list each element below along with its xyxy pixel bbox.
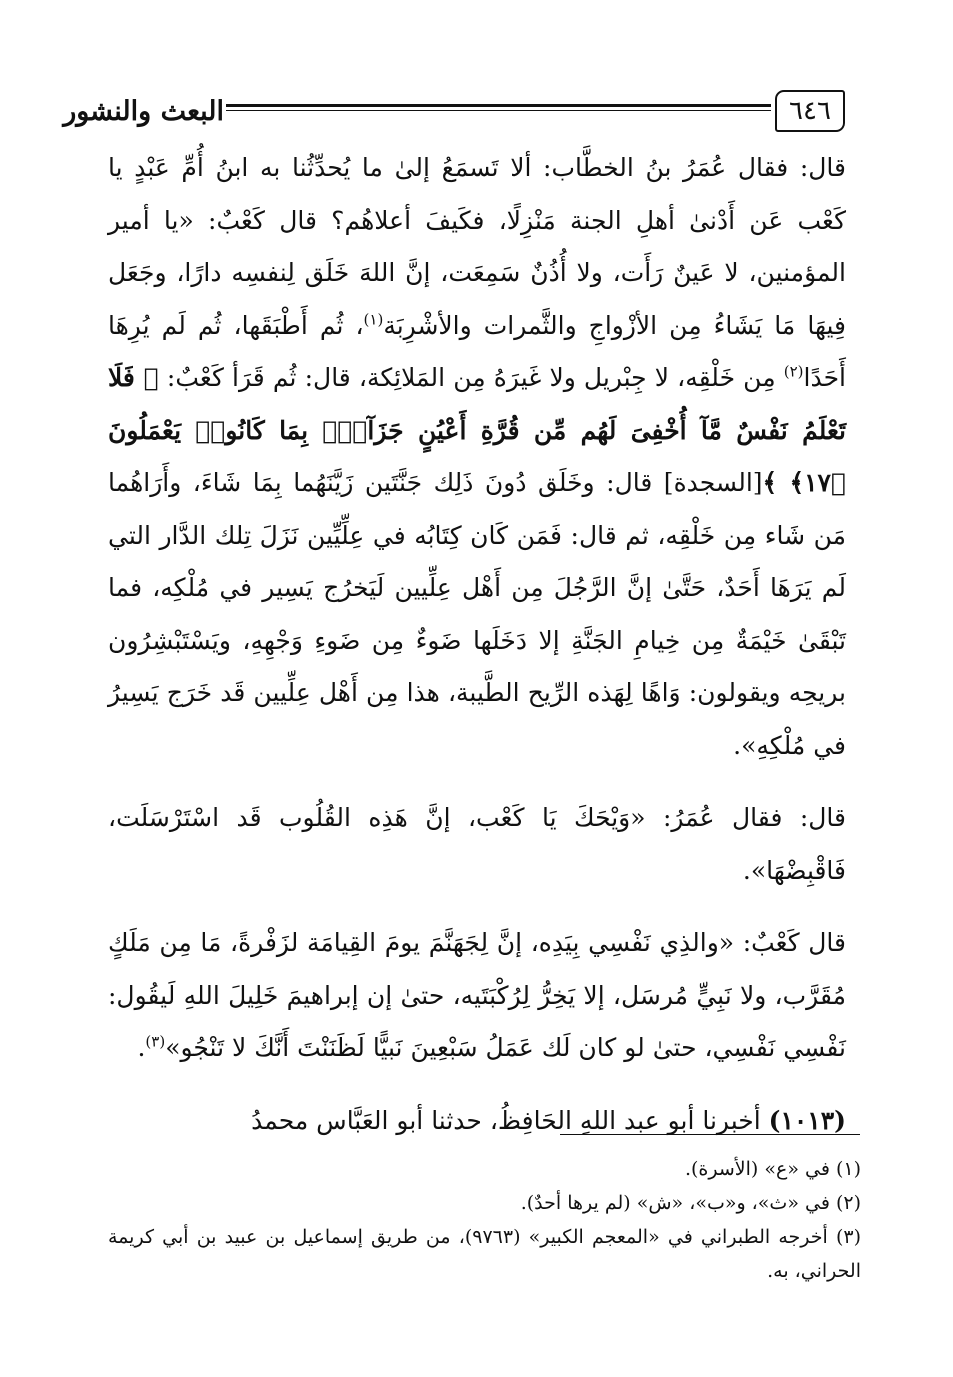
text-segment: [السجدة] قال: وخَلَق دُونَ ذَلِك جَنَّتَين زَيَّنَهُما بِمَا شَاءَ، وأَرَاهُما مَن شَاء مِن خَلْقِه، ثم قال: فَمَن كَان كِتَابُه في عِلِّيِّين نَزَلَ تِلك الدَّار التي لَم يَرَهَا أَحَدٌ، حَتَّىٰ إنَّ الرَّجُلَ مِن أَهْل عِلِّيين لَيَخرُج يَسِير في مُلْكِه، فما تَبْقَىٰ خَيْمَةٌ مِن خِيامِ الجَنَّةِ إلا دَخَلَها ضَوءٌ مِن ضَوءِ وَجْهِهِ، ويَسْتَبْشِرُون بريحِه ويقولون: وَاهًا لِهَذه الرِّيح الطَّيبة، هذا مِن أَهْل عِلِّيين قَد خَرَج يَسِيرُ في مُلْكِهِ». <box>108 468 846 760</box>
footnote-marker-2: (٢) <box>783 362 804 381</box>
paragraph-2: قال: فقال عُمَرُ: «وَيْحَكَ يَا كَعْب، إنَّ هَذِه القُلُوب قَد اسْتَرْسَلَت، فَاقْبِضْهَا». <box>108 803 846 885</box>
footnotes <box>108 1152 861 1288</box>
footnote-3: (٣) أخرجه الطبراني في «المعجم الكبير» (٩٧٦٣)، من طريق إسماعيل بن عبيد بن أبي كريمة الحراني، به. <box>108 1226 861 1282</box>
header-rule <box>226 104 771 111</box>
footnote-1: (١) في «ع» (الأسرة). <box>684 1158 861 1180</box>
text-segment: ، ثُم أَطْبَقَها، ثُم لَم يُرِهَا أَحَدًا <box>108 310 846 392</box>
hadith-number: (١٠١٣) <box>768 1105 846 1135</box>
text-segment: . <box>137 1033 146 1062</box>
paragraph-3 <box>108 917 846 1075</box>
main-text <box>108 142 846 1147</box>
text-segment: قال: فقال عُمَرُ بنُ الخطَّاب: ألا تَسمَعُ إلىٰ ما يُحدِّثُنا به ابنُ أُمِّ عَبْدٍ يا كَعْب عَن أَدْنىٰ أهلِ الجنة مَنْزِلًا، فكَيفَ أعلاهُم؟ قال كَعْبٌ: «يا أمير المؤمنين، لا عَينٌ رَأَت، ولا أُذُنٌ سَمِعَت، إنَّ اللهَ خَلَق لِنفسِه دارًا، وجَعَل فِيهَا مَا يَشَاءُ مِن الأزْواجِ والثَّمرات والأشْرِبَة <box>108 153 846 340</box>
page-number: ٦٤٦ <box>775 90 845 132</box>
footnote-marker-3: (٣) <box>145 1032 166 1051</box>
text-segment: مِن خَلْقِه، لا جِبْريل ولا غَيرَهُ مِن المَلائِكة، قال: ثُم قَرَأ كَعْبٌ: <box>158 363 784 392</box>
footnote-2: (٢) في «ث»، و«ب»، «ش» (لم يرها أحدٌ). <box>520 1192 861 1214</box>
footnote-separator <box>560 1134 860 1135</box>
text-segment: أخبرنا أبو عبد اللهِ الحَافِظُ، حدثنا أبو العَبَّاس محمدُ <box>251 1105 769 1135</box>
page-header <box>63 90 845 136</box>
running-title: البعث والنشور <box>63 96 224 127</box>
footnote-marker-1: (١) <box>363 310 384 329</box>
quran-verse: ﴿ فَلَا تَعْلَمُ نَفْسٌ مَّآ أُخْفِىَ لَهُم مِّن قُرَّةِ أَعْيُنٍ جَزَآءًۢ بِمَا كَانُوا۟ يَعْمَلُونَ ﴿١٧﴾ ﴾ <box>108 363 846 497</box>
text-segment: قال كَعْبٌ: «والذِي نَفْسِي بِيَدِه، إنَّ لِجَهَنَّمَ يومَ القِيامَة لزَفْرةً، مَا مِن مَلَكٍ مُقَرَّب، ولا نَبِيٍّ مُرسَل، إلا يَخِرُّ لِرُكْبَتَيه، حتىٰ إن إبراهيمَ خَلِيلَ اللهِ لَيقُول: نَفْسِي نَفْسِي، حتىٰ لو كان لَك عَمَلُ سَبْعِينَ نَبيًّا لَظَنَنْتَ أَنَّكَ لا تَنْجُو» <box>108 928 846 1062</box>
paragraph-4 <box>108 1095 846 1148</box>
paragraph-1 <box>108 142 846 772</box>
